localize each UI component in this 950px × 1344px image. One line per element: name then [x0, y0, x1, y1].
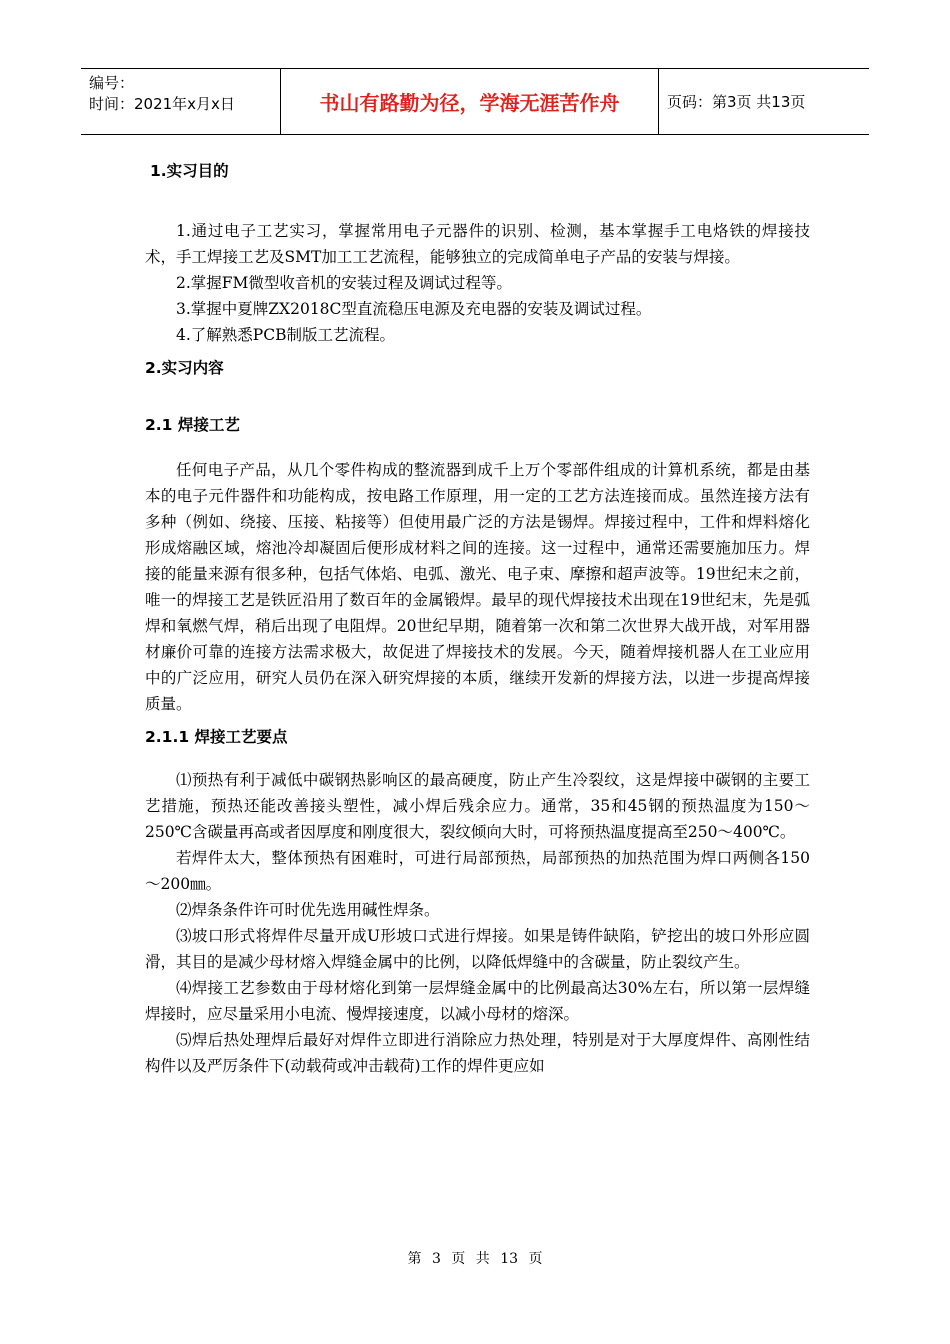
section-2-title: 2.实习内容	[145, 359, 224, 377]
paragraph: 1.通过电子工艺实习，掌握常用电子元器件的识别、检测，基本掌握手工电烙铁的焊接技术，手工焊接工艺及SMT加工工艺流程，能够独立的完成简单电子产品的安装与焊接。	[145, 222, 810, 266]
page-footer: 第 3 页 共 13 页	[407, 1251, 543, 1267]
paragraph: ⑶坡口形式将焊件尽量开成U形坡口式进行焊接。如果是铸件缺陷，铲挖出的坡口外形应圆滑，其目的是减少母材熔入焊缝金属中的比例，以降低焊缝中的含碳量，防止裂纹产生。	[145, 927, 810, 971]
paragraph: 2.掌握FM微型收音机的安装过程及调试过程等。	[176, 274, 512, 292]
header-motto: 书山有路勤为径，学海无涯苦作舟	[281, 69, 659, 134]
paragraph: ⑷焊接工艺参数由于母材熔化到第一层焊缝金属中的比例最高达30%左右，所以第一层焊缝焊接时，应尽量采用小电流、慢焊接速度，以减小母材的熔深。	[145, 979, 810, 1023]
section-2-1-1-title: 2.1.1 焊接工艺要点	[145, 728, 288, 746]
section-1-title: 1.实习目的	[150, 162, 229, 180]
document-body	[145, 150, 810, 1079]
document-time-label: 时间：2021年x月x日	[89, 95, 235, 113]
paragraph: ⑸焊后热处理焊后最好对焊件立即进行消除应力热处理，特别是对于大厚度焊件、高刚性结构件以及严厉条件下(动载荷或冲击载荷)工作的焊件更应如	[145, 1031, 810, 1075]
header-meta	[81, 69, 281, 134]
paragraph: 若焊件太大，整体预热有困难时，可进行局部预热，局部预热的加热范围为焊口两侧各150～200㎜。	[145, 849, 810, 893]
paragraph: 4.了解熟悉PCB制版工艺流程。	[176, 326, 395, 344]
page-header	[81, 68, 869, 135]
paragraph: 3.掌握中夏牌ZX2018C型直流稳压电源及充电器的安装及调试过程。	[176, 300, 652, 318]
section-2-1-title: 2.1 焊接工艺	[145, 416, 240, 434]
header-page-number: 页码：第3页 共13页	[667, 93, 806, 111]
document-number-label: 编号：	[89, 74, 135, 92]
paragraph: ⑵焊条条件许可时优先选用碱性焊条。	[176, 901, 440, 919]
paragraph: ⑴预热有利于减低中碳钢热影响区的最高硬度，防止产生冷裂纹，这是焊接中碳钢的主要工艺措施，预热还能改善接头塑性，减小焊后残余应力。通常，35和45钢的预热温度为150～250℃含碳量再高或者因厚度和刚度很大，裂纹倾向大时，可将预热温度提高至250～400℃。	[145, 771, 810, 841]
paragraph: 任何电子产品，从几个零件构成的整流器到成千上万个零部件组成的计算机系统，都是由基本的电子元件器件和功能构成，按电路工作原理，用一定的工艺方法连接而成。虽然连接方法有多种（例如、绕接、压接、粘接等）但使用最广泛的方法是锡焊。焊接过程中，工件和焊料熔化形成熔融区域，熔池冷却凝固后便形成材料之间的连接。这一过程中，通常还需要施加压力。焊接的能量来源有很多种，包括气体焰、电弧、激光、电子束、摩擦和超声波等。19世纪末之前，唯一的焊接工艺是铁匠沿用了数百年的金属锻焊。最早的现代焊接技术出现在19世纪末，先是弧焊和氧燃气焊，稍后出现了电阻焊。20世纪早期，随着第一次和第二次世界大战开战，对军用器材廉价可靠的连接方法需求极大，故促进了焊接技术的发展。今天，随着焊接机器人在工业应用中的广泛应用，研究人员仍在深入研究焊接的本质，继续开发新的焊接方法，以进一步提高焊接质量。	[145, 461, 810, 713]
